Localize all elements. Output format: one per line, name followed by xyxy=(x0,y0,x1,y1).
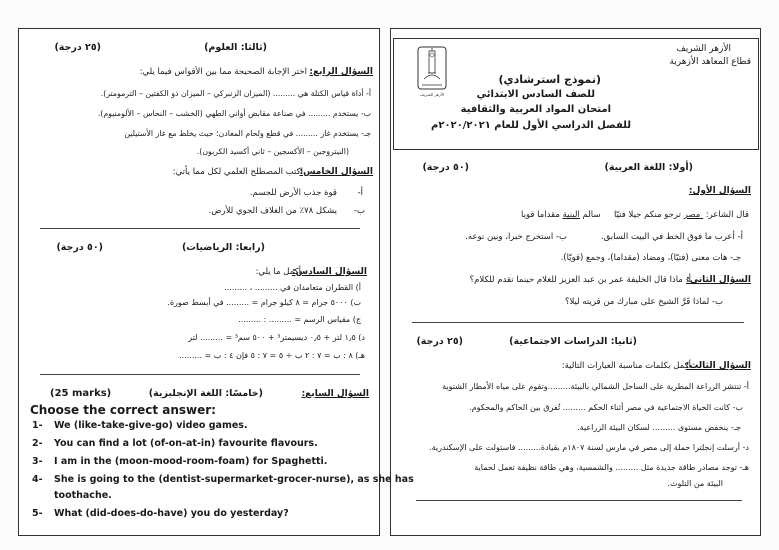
q5-item-a-num: أ- xyxy=(357,188,363,198)
q3-item-b: ب- كانت الحياة الاجتماعية في مصر أثناء الحكم ......... تُفرق بين الحاكم والمحكوم. xyxy=(469,403,743,412)
q3-intro: أكمل بكلمات مناسبة العبارات التالية: xyxy=(561,361,691,371)
q4-item-a: أ- أداة قياس الكتلة هي ......... (الميزان الزنبركي – الميزان ذو الكفتين – الترمومتر). xyxy=(100,89,371,98)
q4-item-c: جـ- يستخدم غاز ......... في قطع ولحام المعادن؛ حيث يخلط مع غاز الأستيلين xyxy=(124,129,371,138)
q5-label: السؤال الخامس: xyxy=(299,167,373,177)
q6-intro: أكمل ما يلي: xyxy=(255,267,301,277)
q1-item-a: أ- أعرب ما فوق الخط في البيت السابق. xyxy=(600,232,743,242)
math-section-marks: (٥٠ درجة) xyxy=(56,242,103,253)
q3-item-e-cont: البيئة من التلوث. xyxy=(667,479,723,488)
english-question-text: What (did-does-do-have) you do yesterday? xyxy=(54,508,289,519)
math-section-title: (رابعا: الرياضيات) xyxy=(181,242,265,253)
institution-name: الأزهر الشريف xyxy=(676,44,731,54)
q3-item-e: هـ- توجد مصادر طاقة جديدة مثل ......... والشمسية، وهي طاقة نظيفة تعمل لحماية xyxy=(474,463,749,472)
english-question-text: She is going to the (dentist-supermarket-grocer-nurse), as she has xyxy=(54,474,414,485)
english-question-text: You can find a lot (of-on-at-in) favourite flavours. xyxy=(54,438,318,449)
english-question-text: I am in the (moon-mood-room-foam) for Spaghetti. xyxy=(54,456,328,467)
q3-item-c: جـ- ينخفض مستوى ......... لسكان البيئة الزراعية. xyxy=(577,423,741,432)
science-section-marks: (٢٥ درجة) xyxy=(54,42,101,53)
english-section-title: (خامسًا: اللغة الإنجليزية) xyxy=(148,388,263,399)
english-question-item xyxy=(32,474,414,485)
english-question-item xyxy=(32,438,318,449)
english-question-number: 1- xyxy=(32,420,43,431)
social-section-marks: (٢٥ درجة) xyxy=(416,336,463,347)
english-question-number: 2- xyxy=(32,438,43,449)
q1-label: السؤال الأول: xyxy=(688,186,751,196)
q1-item-b: ب- استخرج خبرا، وبين نوعه. xyxy=(465,232,567,242)
english-question-item xyxy=(32,420,248,431)
model-label: (نموذج استرشادي) xyxy=(498,73,601,86)
science-section-title: (ثالثا: العلوم) xyxy=(204,42,267,53)
q6-item-e: هـ) ٨ : ب = ٧ : ٢ ب ÷ ٥ = ٧ : ٥ فإن ٤ : ب = ......... xyxy=(179,351,365,360)
q1-item-c: جـ- هات معنى (فتيّا)، ومضاد (مقداما)، وجمع (قويّا). xyxy=(560,253,741,263)
exam-label: امتحان المواد العربية والثقافية xyxy=(460,104,611,115)
q6-label: السؤال السادس: xyxy=(292,267,367,277)
section-divider xyxy=(412,322,744,323)
english-question-text: We (like-take-give-go) video games. xyxy=(54,420,248,431)
section-divider xyxy=(40,374,360,375)
section-divider xyxy=(416,500,742,501)
english-question-number: 3- xyxy=(32,456,43,467)
q6-item-c: ج) مقياس الرسم = ......... : ......... xyxy=(238,315,361,324)
english-question-number: 5- xyxy=(32,508,43,519)
arabic-section-title: (أولا: اللغة العربية) xyxy=(604,162,693,173)
q2-label: السؤال الثاني: xyxy=(686,275,751,285)
arabic-section-marks: (٥٠ درجة) xyxy=(422,162,469,173)
social-section-title: (ثانيا: الدراسات الاجتماعية) xyxy=(509,336,637,347)
q6-item-a: أ) القطران متعامدان في ......... ، ......... xyxy=(224,283,361,292)
section-divider xyxy=(40,228,360,229)
english-question-text: toothache. xyxy=(54,490,112,501)
english-section-marks: (25 marks) xyxy=(50,388,112,399)
q2-item-b: ب- لماذا قَرَّ الشيخ على مبارك من قريته ليلا؟ xyxy=(564,297,723,307)
q5-item-b: يشكل ٧٨٪ من الغلاف الجوي للأرض. xyxy=(208,206,337,216)
q7-label: السؤال السابع: xyxy=(301,389,369,399)
q6-item-d: د) ١٫٥ لتر + ٠٫٥ ديسيمتر³ + ٥٠٠ سم³ = ......... لتر xyxy=(188,333,365,342)
english-instruction: Choose the correct answer: xyxy=(30,403,216,417)
english-question-item xyxy=(32,456,327,467)
grade-label: للصف السادس الابتدائي xyxy=(476,89,595,100)
q3-item-a: أ- تنتشر الزراعة المطرية على الساحل الشمالي بالبيئة.........وتقوم على مياه الأمطار الشتوية xyxy=(442,382,749,391)
q5-item-b-num: ب- xyxy=(353,206,365,216)
english-question-number: 4- xyxy=(32,474,43,485)
english-question-item xyxy=(32,490,112,501)
q5-item-a: قوة جذب الأرض للجسم. xyxy=(249,188,337,198)
q1-poem: قال الشاعر: مصر ترجو منكم جيلا فتيّا سالم البنية مقداما قويا xyxy=(520,210,749,220)
q2-item-a: أ- ماذا قال الخليفة عمر بن عبد العزيز للغلام حينما تقدم للكلام؟ xyxy=(469,275,691,285)
term-label: للفصل الدراسي الأول للعام ٢٠٢٠/٢٠٢١م xyxy=(431,120,631,131)
english-question-item xyxy=(32,508,289,519)
logo-caption: الأزهر الشريف xyxy=(419,92,445,97)
azhar-logo-icon xyxy=(416,45,448,91)
q4-item-b: ب- يستخدم ......... في صناعة مقابض أواني الطهي (الخشب – النحاس – الألومنيوم). xyxy=(97,109,371,118)
q6-item-b: ب) ٥٠٠٠ جرام = ٨ كيلو جرام = ......... في أبسط صورة. xyxy=(167,298,361,307)
q4-label: السؤال الرابع: xyxy=(309,67,373,77)
q3-label: السؤال الثالث: xyxy=(685,361,751,371)
q4-intro: اختر الإجابة الصحيحة مما بين الأقواس فيما يلي: xyxy=(139,67,307,77)
q5-intro: اكتب المصطلح العلمي لكل مما يأتي: xyxy=(172,167,303,177)
q4-item-c-options: (النيتروجين – الأكسجين – ثاني أكسيد الكربون). xyxy=(196,147,349,156)
institution-sector: قطاع المعاهد الأزهرية xyxy=(669,57,751,67)
q3-item-d: د- أرسلت إنجلترا حملة إلى مصر في مارس لسنة ١٨٠٧م بقيادة......... فاستولت على الإسكندرية. xyxy=(429,443,749,452)
